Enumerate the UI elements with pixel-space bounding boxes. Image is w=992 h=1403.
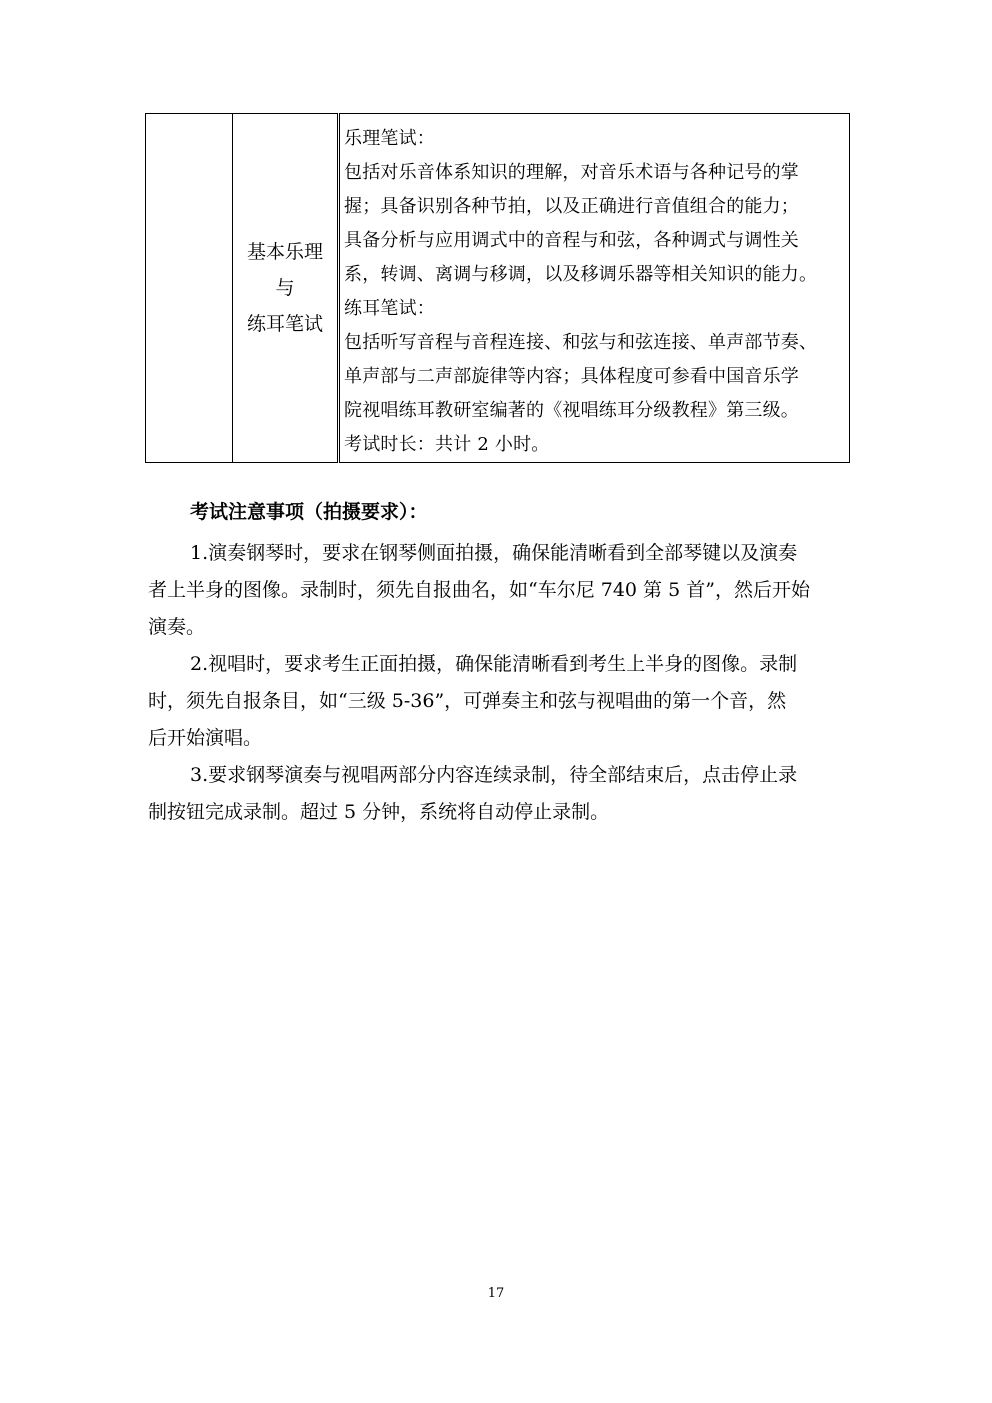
subject-line: 基本乐理 [246, 241, 323, 263]
note-line: 2.视唱时，要求考生正面拍摄，确保能清晰看到考生上半身的图像。录制 [190, 653, 798, 675]
note-paragraph [148, 646, 848, 757]
content-cell [339, 114, 850, 463]
note-line: 制按钮完成录制。超过 5 分钟，系统将自动停止录制。 [148, 801, 610, 823]
content-line: 院视唱练耳教研室编著的《视唱练耳分级教程》第三级。 [344, 400, 799, 421]
table-cell-empty [146, 114, 233, 463]
content-line: 握；具备识别各种节拍，以及正确进行音值组合的能力； [344, 196, 799, 217]
exam-content-table [145, 113, 850, 463]
content-line: 具备分析与应用调式中的音程与和弦，各种调式与调性关 [344, 230, 799, 251]
subject-line: 练耳笔试 [246, 313, 323, 335]
subject-cell [233, 114, 339, 463]
note-line: 1.演奏钢琴时，要求在钢琴侧面拍摄，确保能清晰看到全部琴键以及演奏 [190, 542, 798, 564]
content-text [340, 114, 849, 462]
notes-heading: 考试注意事项（拍摄要求）： [190, 501, 428, 523]
content-line: 系，转调、离调与移调，以及移调乐器等相关知识的能力。 [344, 264, 818, 285]
subject-line: 与 [275, 277, 295, 299]
note-line: 演奏。 [148, 616, 206, 638]
note-paragraph [148, 535, 848, 646]
subject-name [233, 234, 337, 342]
table-row [146, 114, 850, 463]
content-line: 练耳笔试： [344, 298, 435, 319]
content-line: 包括对乐音体系知识的理解，对音乐术语与各种记号的掌 [344, 162, 799, 183]
notes-body [148, 535, 848, 831]
note-paragraph [148, 757, 848, 831]
note-line: 3.要求钢琴演奏与视唱两部分内容连续录制，待全部结束后，点击停止录 [190, 764, 798, 786]
page-number: 17 [487, 1286, 505, 1301]
note-line: 时，须先自报条目，如“三级 5-36”，可弹奏主和弦与视唱曲的第一个音，然 [148, 690, 787, 712]
content-line: 包括听写音程与音程连接、和弦与和弦连接、单声部节奏、 [344, 332, 818, 353]
content-line: 考试时长：共计 2 小时。 [344, 434, 550, 455]
content-line: 乐理笔试： [344, 128, 435, 149]
note-line: 后开始演唱。 [148, 727, 263, 749]
note-line: 者上半身的图像。录制时，须先自报曲名，如“车尔尼 740 第 5 首”，然后开始 [148, 579, 810, 601]
content-line: 单声部与二声部旋律等内容；具体程度可参看中国音乐学 [344, 366, 799, 387]
